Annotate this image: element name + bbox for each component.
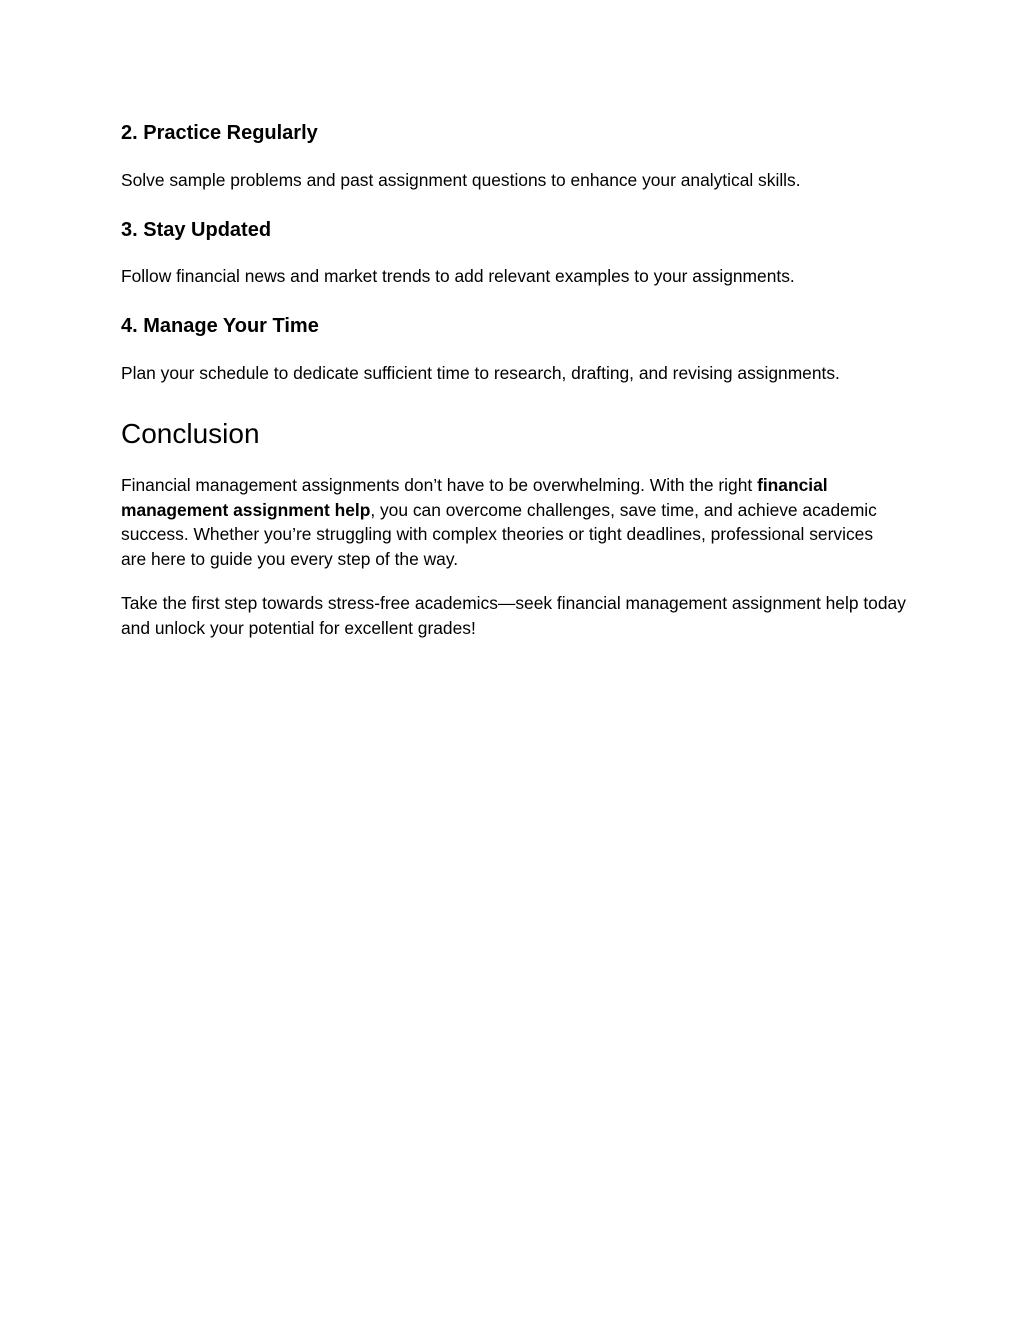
conclusion-paragraph-2: Take the first step towards stress-free academics—seek financial management assignment help today and unlock your potential for excellent grades! [121,593,906,638]
section-heading-manage-your-time: 4. Manage Your Time [121,315,319,337]
section-heading-stay-updated: 3. Stay Updated [121,219,272,241]
section-body-practice-regularly: Solve sample problems and past assignment questions to enhance your analytical skills. [121,170,801,190]
conclusion-heading: Conclusion [121,418,260,449]
conclusion-paragraph-1 [121,473,881,571]
conclusion-p1-text-after: , you can overcome challenges, save time, and achieve academic success. Whether you’re struggling with complex theories or tight deadlines, professional services are here to guide you every step of the way. [121,499,877,569]
section-body-manage-your-time: Plan your schedule to dedicate sufficient time to research, drafting, and revising assignments. [121,363,840,383]
conclusion-p1-bold: financial management assignment help [121,475,828,520]
section-heading-practice-regularly: 2. Practice Regularly [121,122,318,144]
section-body-stay-updated: Follow financial news and market trends to add relevant examples to your assignments. [121,266,795,286]
conclusion-p1-text-before: Financial management assignments don’t have to be overwhelming. With the right [121,475,758,495]
